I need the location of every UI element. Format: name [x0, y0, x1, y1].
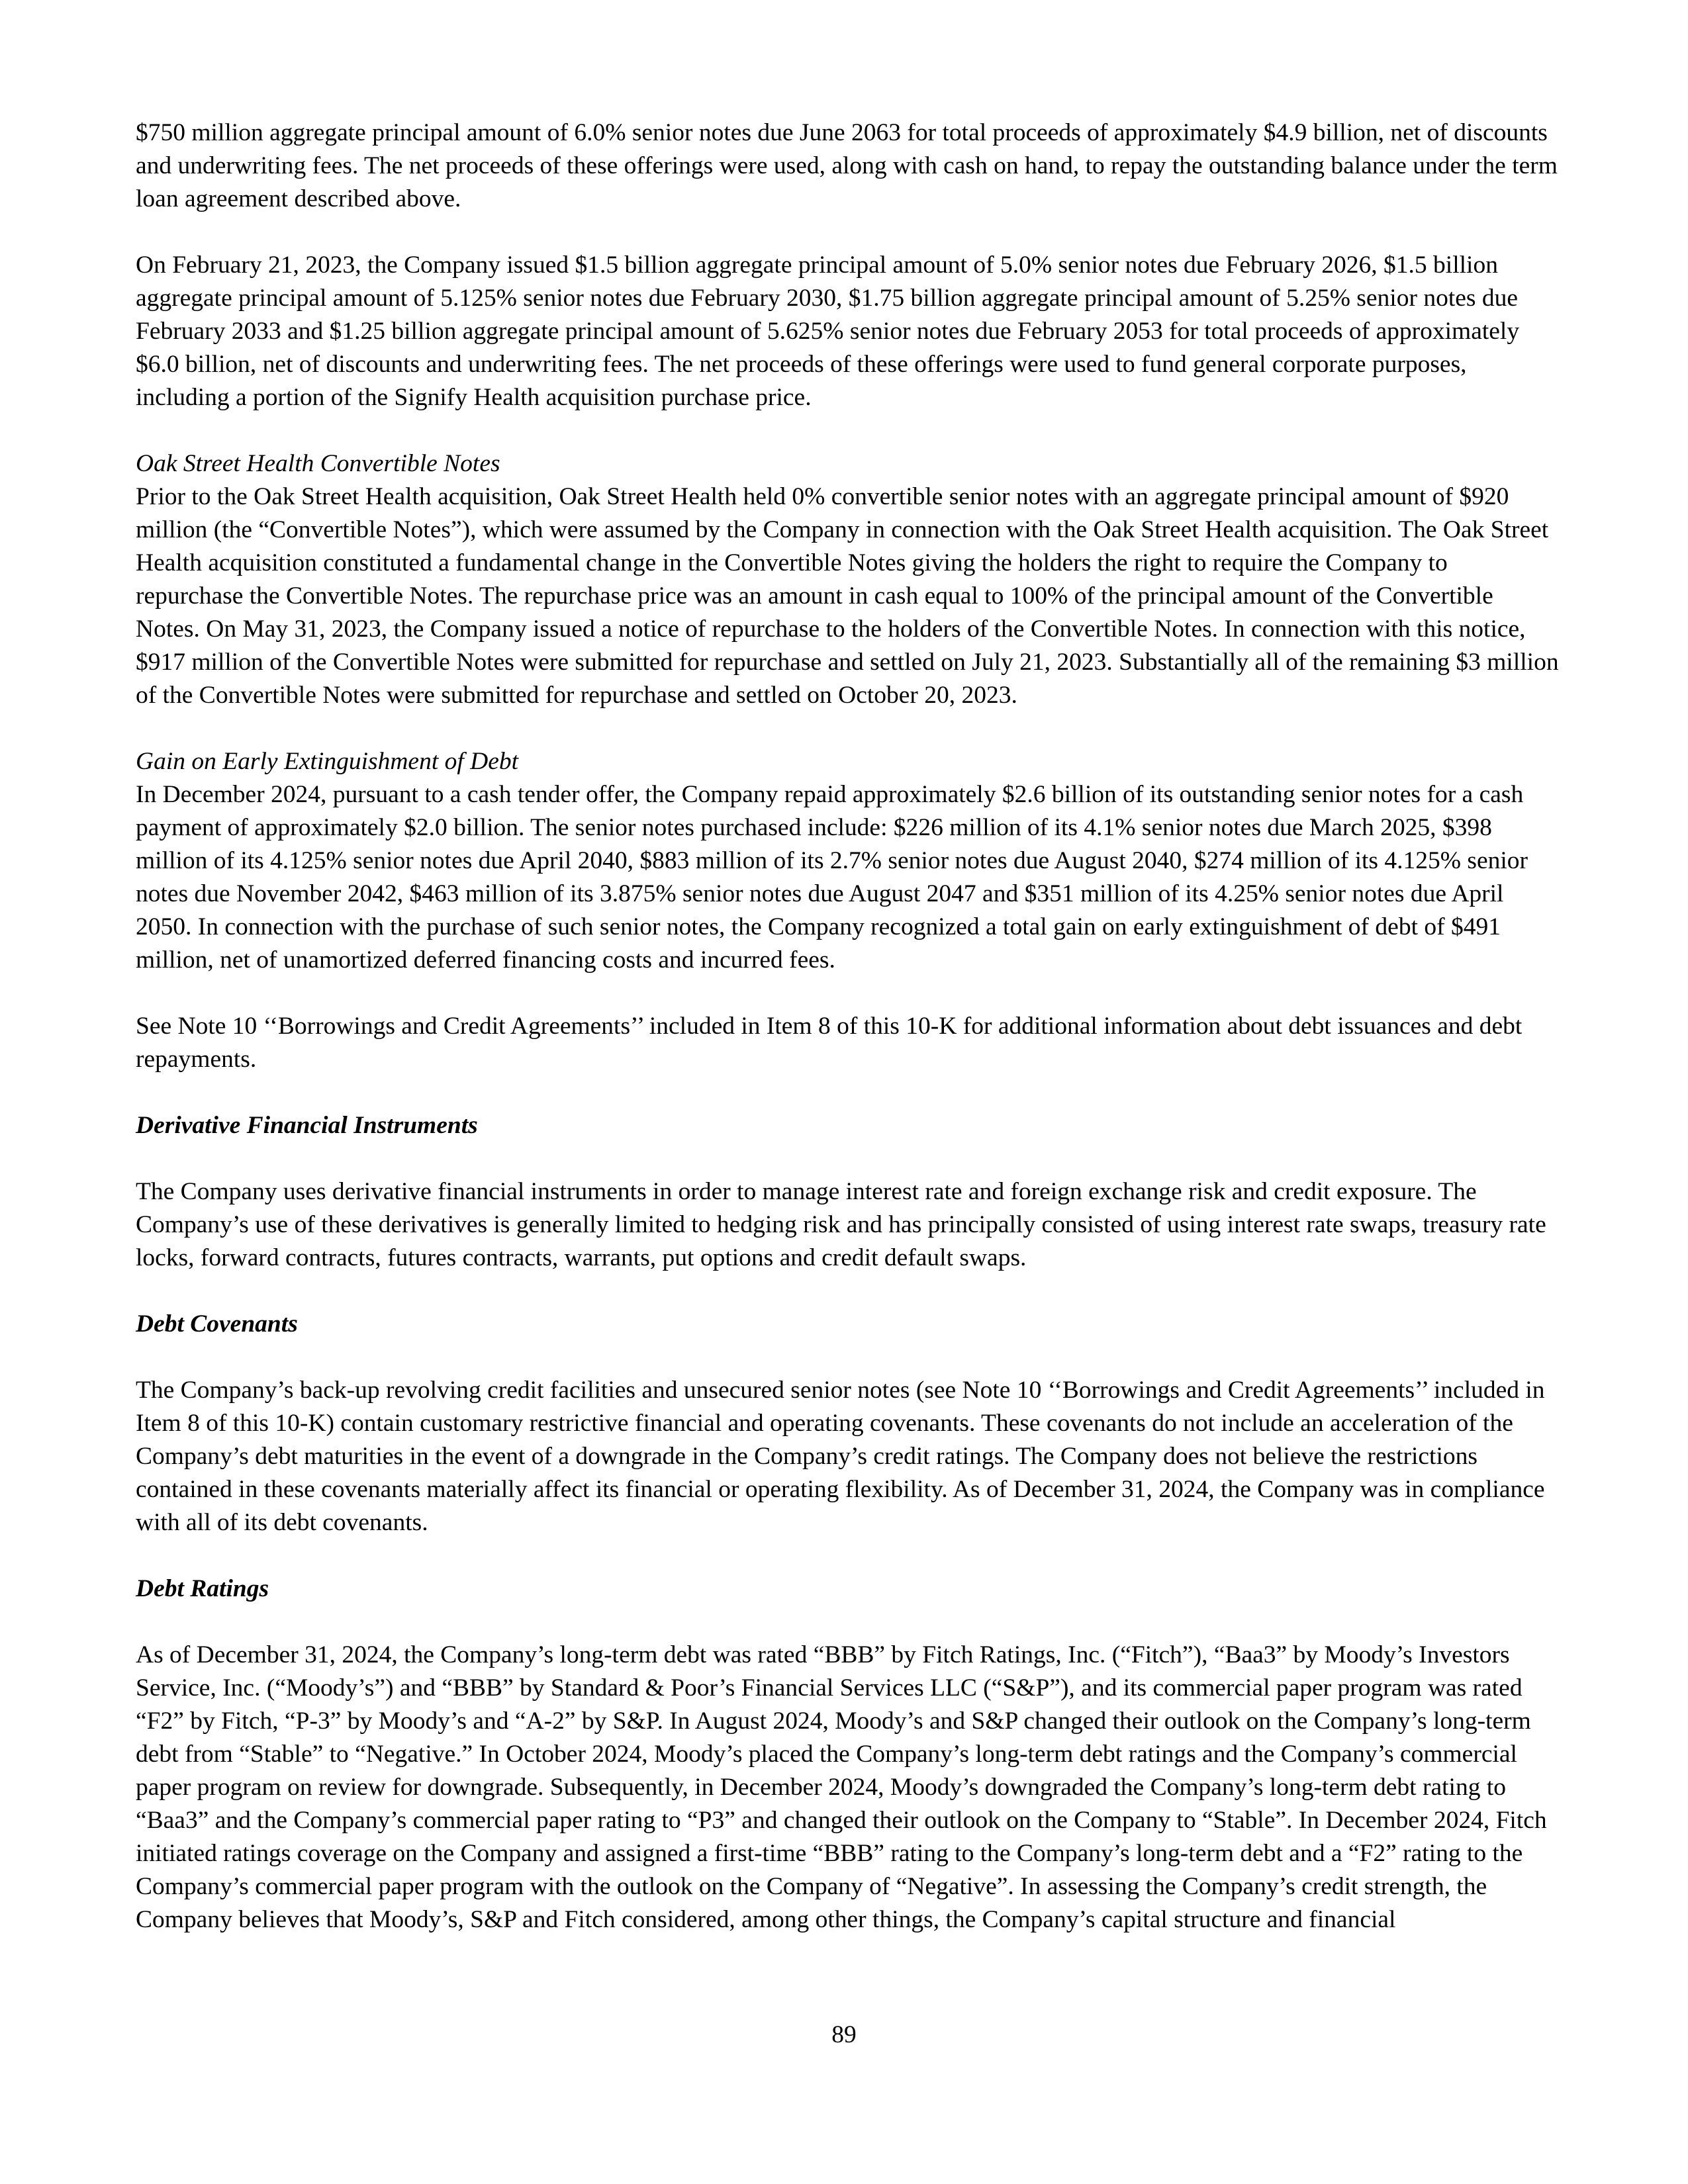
heading-derivative-financial-instruments: Derivative Financial Instruments	[136, 1112, 478, 1139]
heading-debt-covenants: Debt Covenants	[136, 1310, 298, 1338]
paragraph-derivatives: The Company uses derivative financial instruments in order to manage interest rate and foreign exchange risk and credit exposure. The Company’s use of these derivatives is generally limited to hedging risk and has principally consisted of using interest rate swaps, treasury rate locks, forward contracts, futures contracts, warrants, put options and credit default swaps.	[136, 1178, 1546, 1271]
paragraph-feb-2023-issuance: On February 21, 2023, the Company issued $1.5 billion aggregate principal amount of 5.0% senior notes due February 2026, $1.5 billion aggregate principal amount of 5.125% senior notes due February 2030, $1.75 billion aggregate principal amount of 5.25% senior notes due February 2033 and $1.25 billion aggregate principal amount of 5.625% senior notes due February 2053 for total proceeds of approximately $6.0 billion, net of discounts and underwriting fees. The net proceeds of these offerings were used to fund general corporate purposes, including a portion of the Signify Health acquisition purchase price.	[136, 251, 1520, 411]
document-body	[136, 116, 1559, 1970]
subheading-oak-street-convertible-notes: Oak Street Health Convertible Notes	[136, 450, 500, 477]
page-number: 89	[831, 2021, 857, 2048]
paragraph-see-note-10: See Note 10 ‘‘Borrowings and Credit Agreements’’ included in Item 8 of this 10-K for additional information about debt issuances and debt repayments.	[136, 1013, 1523, 1073]
paragraph-debt-ratings: As of December 31, 2024, the Company’s long-term debt was rated “BBB” by Fitch Ratings, Inc. (“Fitch”), “Baa3” by Moody’s Investors Service, Inc. (“Moody’s”) and “BBB” by Standard & Poor’s Financial Services LLC (“S&P”), and its commercial paper program was rated “F2” by Fitch, “P-3” by Moody’s and “A-2” by S&P. In August 2024, Moody’s and S&P changed their outlook on the Company’s long-term debt from “Stable” to “Negative.” In October 2024, Moody’s placed the Company’s long-term debt ratings and the Company’s commercial paper program on review for downgrade. Subsequently, in December 2024, Moody’s downgraded the Company’s long-term debt rating to “Baa3” and the Company’s commercial paper rating to “P3” and changed their outlook on the Company to “Stable”. In December 2024, Fitch initiated ratings coverage on the Company and assigned a first-time “BBB” rating to the Company’s long-term debt and a “F2” rating to the Company’s commercial paper program with the outlook on the Company of “Negative”. In assessing the Company’s credit strength, the Company believes that Moody’s, S&P and Fitch considered, among other things, the Company’s capital structure and financial	[136, 1641, 1547, 1933]
subheading-gain-early-extinguishment: Gain on Early Extinguishment of Debt	[136, 748, 519, 775]
paragraph-gain-early-extinguishment: In December 2024, pursuant to a cash tender offer, the Company repaid approximately $2.6 billion of its outstanding senior notes for a cash payment of approximately $2.0 billion. The senior notes purchased include: $226 million of its 4.1% senior notes due March 2025, $398 million of its 4.125% senior notes due April 2040, $883 million of its 2.7% senior notes due August 2040, $274 million of its 4.125% senior notes due November 2042, $463 million of its 3.875% senior notes due August 2047 and $351 million of its 4.25% senior notes due April 2050. In connection with the purchase of such senior notes, the Company recognized a total gain on early extinguishment of debt of $491 million, net of unamortized deferred financing costs and incurred fees.	[136, 781, 1528, 974]
section-gain-early-extinguishment	[136, 745, 1559, 977]
paragraph-debt-covenants: The Company’s back-up revolving credit facilities and unsecured senior notes (see Note 10 ‘‘Borrowings and Credit Agreements’’ included in Item 8 of this 10-K) contain customary restrictive financial and operating covenants. These covenants do not include an acceleration of the Company’s debt maturities in the event of a downgrade in the Company’s credit ratings. The Company does not believe the restrictions contained in these covenants materially affect its financial or operating flexibility. As of December 31, 2024, the Company was in compliance with all of its debt covenants.	[136, 1377, 1545, 1536]
paragraph-senior-notes-2063: $750 million aggregate principal amount of 6.0% senior notes due June 2063 for total proceeds of approximately $4.9 billion, net of discounts and underwriting fees. The net proceeds of these offerings were used, along with cash on hand, to repay the outstanding balance under the term loan agreement described above.	[136, 119, 1558, 212]
section-oak-street-convertible-notes	[136, 447, 1559, 712]
paragraph-oak-street-convertible-notes: Prior to the Oak Street Health acquisition, Oak Street Health held 0% convertible senior notes with an aggregate principal amount of $920 million (the “Convertible Notes”), which were assumed by the Company in connection with the Oak Street Health acquisition. The Oak Street Health acquisition constituted a fundamental change in the Convertible Notes giving the holders the right to require the Company to repurchase the Convertible Notes. The repurchase price was an amount in cash equal to 100% of the principal amount of the Convertible Notes. On May 31, 2023, the Company issued a notice of repurchase to the holders of the Convertible Notes. In connection with this notice, $917 million of the Convertible Notes were submitted for repurchase and settled on July 21, 2023. Substantially all of the remaining $3 million of the Convertible Notes were submitted for repurchase and settled on October 20, 2023.	[136, 483, 1559, 709]
heading-debt-ratings: Debt Ratings	[136, 1575, 269, 1602]
